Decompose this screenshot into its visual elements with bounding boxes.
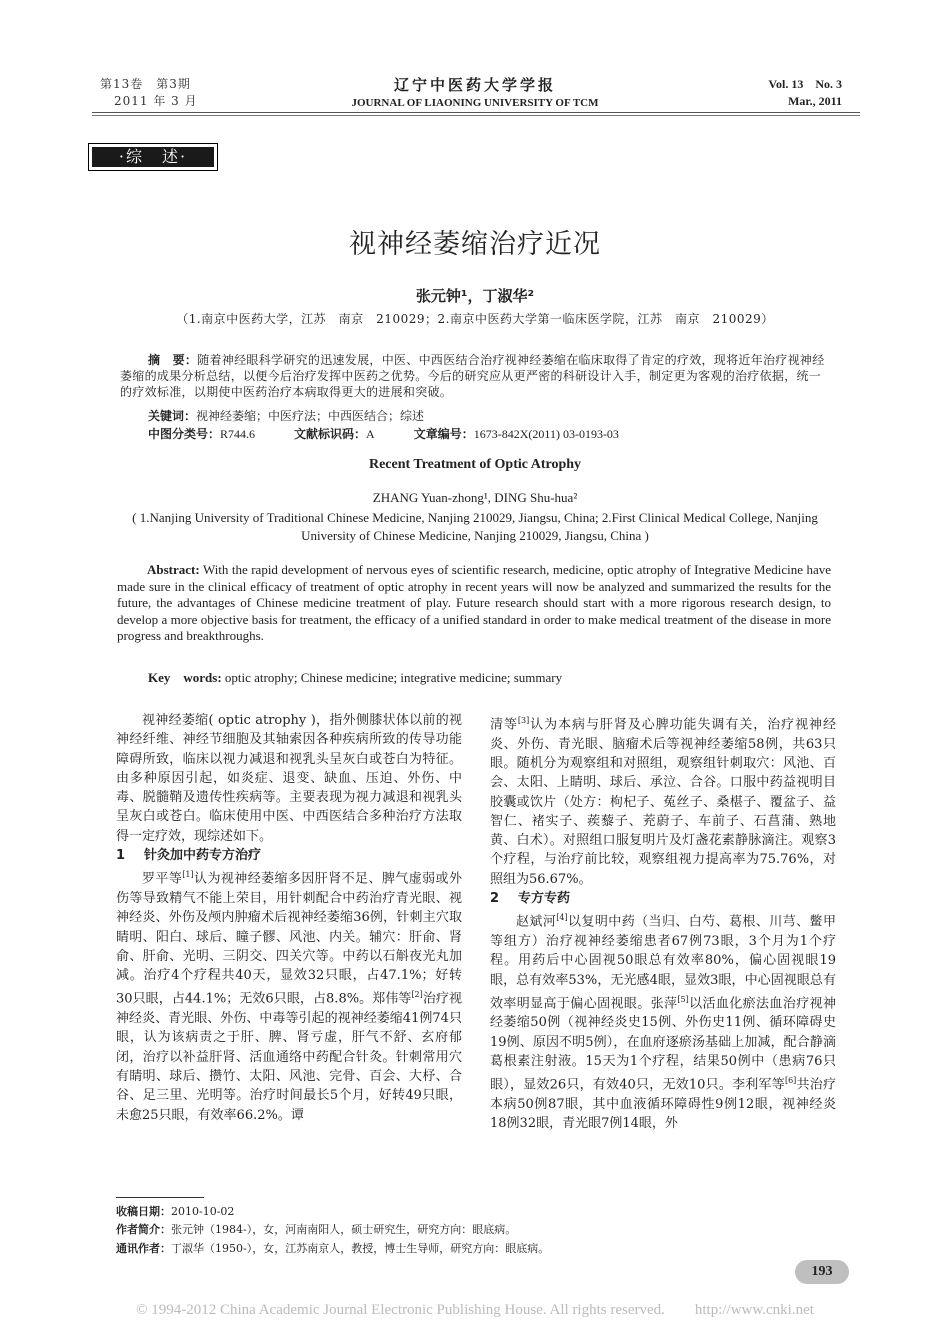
english-keywords bbox=[148, 667, 562, 686]
abstract-cn-label: 摘 要： bbox=[148, 353, 198, 367]
keywords-cn bbox=[148, 407, 424, 424]
affiliations: （1.南京中医药大学，江苏 南京 210029；2.南京中医药大学第一临床医学院，江苏 南京 210029） bbox=[176, 312, 774, 326]
citation-1: [1] bbox=[182, 870, 194, 880]
received-date: 2010-10-02 bbox=[171, 1205, 235, 1218]
intro-paragraph: 视神经萎缩( optic atrophy )，指外侧膝状体以前的视神经纤维、神经节细胞及其轴索因各种疾病所致的传导功能障碍所致，临床以视力减退和视乳头呈灰白或苍白为特征。由多种原因引起，如炎症、退变、缺血、压迫、外伤、中毒、脱髓鞘及遗传性疾病等。主要表现为视力减退和视乳头呈灰白或苍白。临床使用中医、中西医结合多种治疗方法取得一定疗效，现综述如下。 bbox=[116, 713, 462, 844]
text-run: 认为本病与肝肾及心脾功能失调有关，治疗视神经炎、外伤、青光眼、脑瘤术后等视神经萎缩58例，共63只眼。随机分为观察组和对照组，观察组针刺取穴：风池、百会、太阳、上睛明、球后、承泣、合谷。口服中药益视明目胶囊或饮片（处方：枸杞子、菟丝子、桑椹子、覆盆子、益智仁、褚实子、蒺藜子、茺蔚子、车前子、石菖蒲、熟地黄、白术）。对照组口服复明片及灯盏花素静脉滴注。观察3个疗程，与治疗前比较，观察组视力提高率为75.76%，对照组为56.67%。 bbox=[490, 717, 836, 887]
citation-4: [4] bbox=[556, 913, 568, 923]
header-rule-thin bbox=[92, 115, 860, 116]
copyright-line: © 1994-2012 China Academic Journal Electronic Publishing House. All rights reserved. http://www.cnki.net bbox=[136, 1302, 814, 1318]
volume-cn: 第13卷 第3期 bbox=[100, 77, 191, 91]
left-column bbox=[116, 711, 462, 1125]
section-1-title: 针灸加中药专方治疗 bbox=[144, 848, 262, 864]
section-1-paragraph bbox=[116, 865, 462, 1125]
footnote-author bbox=[116, 1221, 516, 1237]
volume-en: Vol. 13 No. 3 bbox=[768, 77, 842, 91]
english-keywords-text: optic atrophy; Chinese medicine; integrative medicine; summary bbox=[221, 670, 563, 685]
author-intro: 张元钟（1984-），女，河南南阳人，硕士研究生，研究方向：眼底病。 bbox=[171, 1223, 517, 1236]
section-2-paragraph bbox=[490, 908, 836, 1133]
footnote-corresponding bbox=[116, 1240, 549, 1256]
article-no-label: 文章编号： bbox=[413, 427, 474, 441]
authors: 张元钟¹，丁淑华² bbox=[415, 287, 535, 305]
date-cn: 2011 年 3 月 bbox=[114, 94, 198, 108]
section-2-heading bbox=[490, 889, 836, 908]
section-2-title: 专方专药 bbox=[518, 891, 571, 906]
doc-code-label: 文献标识码： bbox=[294, 427, 367, 441]
right-column bbox=[490, 711, 836, 1134]
english-title: Recent Treatment of Optic Atrophy bbox=[368, 457, 582, 472]
keywords-cn-text: 视神经萎缩；中医疗法；中西医结合；综述 bbox=[196, 409, 425, 423]
page-number: 193 bbox=[795, 1260, 849, 1284]
english-keywords-label: Key words: bbox=[148, 670, 222, 685]
section-1-heading bbox=[116, 846, 462, 865]
english-authors: ZHANG Yuan-zhong¹, DING Shu-hua² bbox=[372, 490, 578, 505]
english-abstract bbox=[117, 562, 831, 645]
keywords-cn-label: 关键词： bbox=[148, 409, 197, 423]
section-label-box bbox=[88, 143, 218, 171]
journal-name-en: JOURNAL OF LIAONING UNIVERSITY OF TCM bbox=[351, 97, 599, 109]
text-run: 共治疗本病50例87眼，其中血液循环障碍性9例12眼，视神经炎18例32眼，青光眼7例14眼，外 bbox=[490, 1077, 836, 1132]
text-run: 赵斌河 bbox=[516, 914, 557, 930]
english-abstract-label: Abstract: bbox=[147, 562, 200, 577]
footnote-received bbox=[116, 1203, 234, 1219]
corresponding-author: 丁淑华（1950-），女，江苏南京人，教授，博士生导师，研究方向：眼底病。 bbox=[171, 1242, 550, 1255]
citation-3: [3] bbox=[517, 716, 530, 725]
citation-6: [6] bbox=[784, 1076, 797, 1086]
english-abstract-text: With the rapid development of nervous eyes of scientific research, medicine, optic atrophy of Integrative Medicine have made sure in the clinical efficacy of treatment of optic atrophy in recent years will now be analyzed and summarized the results for the future, the advantages of Chinese medicine treatment of play. Future research should start with a more rigorous research design, to develop a more objective basis for treatment, the efficacy of a unified standard in order to make medical treatment of the disease in more progress and breakthroughs. bbox=[117, 562, 831, 643]
article-no-value: 1673-842X(2011) 03-0193-03 bbox=[473, 427, 619, 441]
text-run: 以复明中药（当归、白芍、葛根、川芎、鳖甲等组方）治疗视神经萎缩患者67例73眼，3个月为1个疗程。用药后中心固视50眼总有效率80%，偏心固视眼19眼，总有效率53%，无光感4眼，显效3眼，中心固视眼总有效率明显高于偏心固视眼。张萍 bbox=[490, 914, 836, 1012]
clc-value: R744.6 bbox=[220, 427, 256, 441]
text-run: 罗平等 bbox=[142, 871, 183, 887]
footnote-rule bbox=[116, 1197, 204, 1198]
text-run: 认为视神经萎缩多因肝肾不足、脾气虚弱或外伤等导致精气不能上荣目，用针刺配合中药治疗青光眼、视神经炎、外伤及颅内肿瘤术后视神经萎缩36例，针刺主穴取睛明、阳白、球后、瞳子髎、风池、内关。辅穴：肝俞、肾俞、肝俞、光明、三阴交、四关穴等。中药以石斛夜光丸加减。治疗4个疗程共40天，显效32只眼，占47.1%；好转30只眼，占44.1%；无效6只眼，占8.8%。郑伟等 bbox=[116, 871, 462, 1007]
section-2-number: 2 bbox=[490, 891, 500, 906]
received-label: 收稿日期： bbox=[116, 1205, 171, 1218]
abstract-cn-text: 随着神经眼科学研究的迅速发展，中医、中西医结合治疗视神经萎缩在临床取得了肯定的疗效，现将近年治疗视神经萎缩的成果分析总结，以便今后治疗发挥中医药之优势。今后的研究应从更严密的科研设计入手，制定更为客观的治疗依据，统一的疗效标准，以期使中医药治疗本病取得更大的进展和突破。 bbox=[120, 353, 825, 399]
classification-line bbox=[148, 425, 655, 442]
citation-5: [5] bbox=[677, 994, 689, 1004]
text-run: 清等 bbox=[490, 717, 518, 733]
abstract-cn bbox=[120, 352, 832, 400]
article-title: 视神经萎缩治疗近况 bbox=[349, 229, 601, 260]
corresponding-label: 通讯作者： bbox=[116, 1242, 171, 1255]
journal-name-cn: 辽宁中医药大学学报 bbox=[393, 76, 556, 94]
clc-label: 中图分类号： bbox=[148, 427, 221, 441]
header-rule bbox=[92, 112, 860, 113]
citation-2: [2] bbox=[411, 990, 423, 1000]
text-run: 治疗视神经炎、青光眼、外伤、中毒等引起的视神经萎缩41例74只眼，认为该病责之于肝、脾、肾亏虚，肝气不舒、玄府郁闭，治疗以补益肝肾、活血通络中药配合针灸。针刺常用穴有睛明、球后、攒竹、太阳、风池、完骨、百会、大杼、合谷、足三里、光明等。治疗时间最长5个月，好转49只眼，未愈25只眼，有效率66.2%。谭 bbox=[116, 991, 462, 1123]
date-en: Mar., 2011 bbox=[788, 94, 842, 108]
english-affiliations: ( 1.Nanjing University of Traditional Chinese Medicine, Nanjing 210029, Jiangsu, China; 2.First Clinical Medical College, Nanjing University of Chinese Medicine, Nanjing 210029, Jiangsu, China ) bbox=[132, 510, 818, 543]
text-run: 以活血化瘀法血治疗视神经萎缩50例（视神经炎史15例、外伤史11例、循环障碍史19例、原因不明5例），在血府逐瘀汤基础上加减，配合静滴葛根素注射液。15天为1个疗程，结果50例中（患病76只眼），显效26只，有效40只，无效10只。李利军等 bbox=[490, 996, 836, 1093]
section-label: ·综 述· bbox=[92, 147, 214, 167]
author-intro-label: 作者简介： bbox=[116, 1223, 171, 1236]
doc-code-value: A bbox=[366, 427, 375, 441]
header-right bbox=[768, 76, 842, 110]
section-1-number: 1 bbox=[116, 848, 126, 864]
continued-paragraph bbox=[490, 711, 836, 889]
